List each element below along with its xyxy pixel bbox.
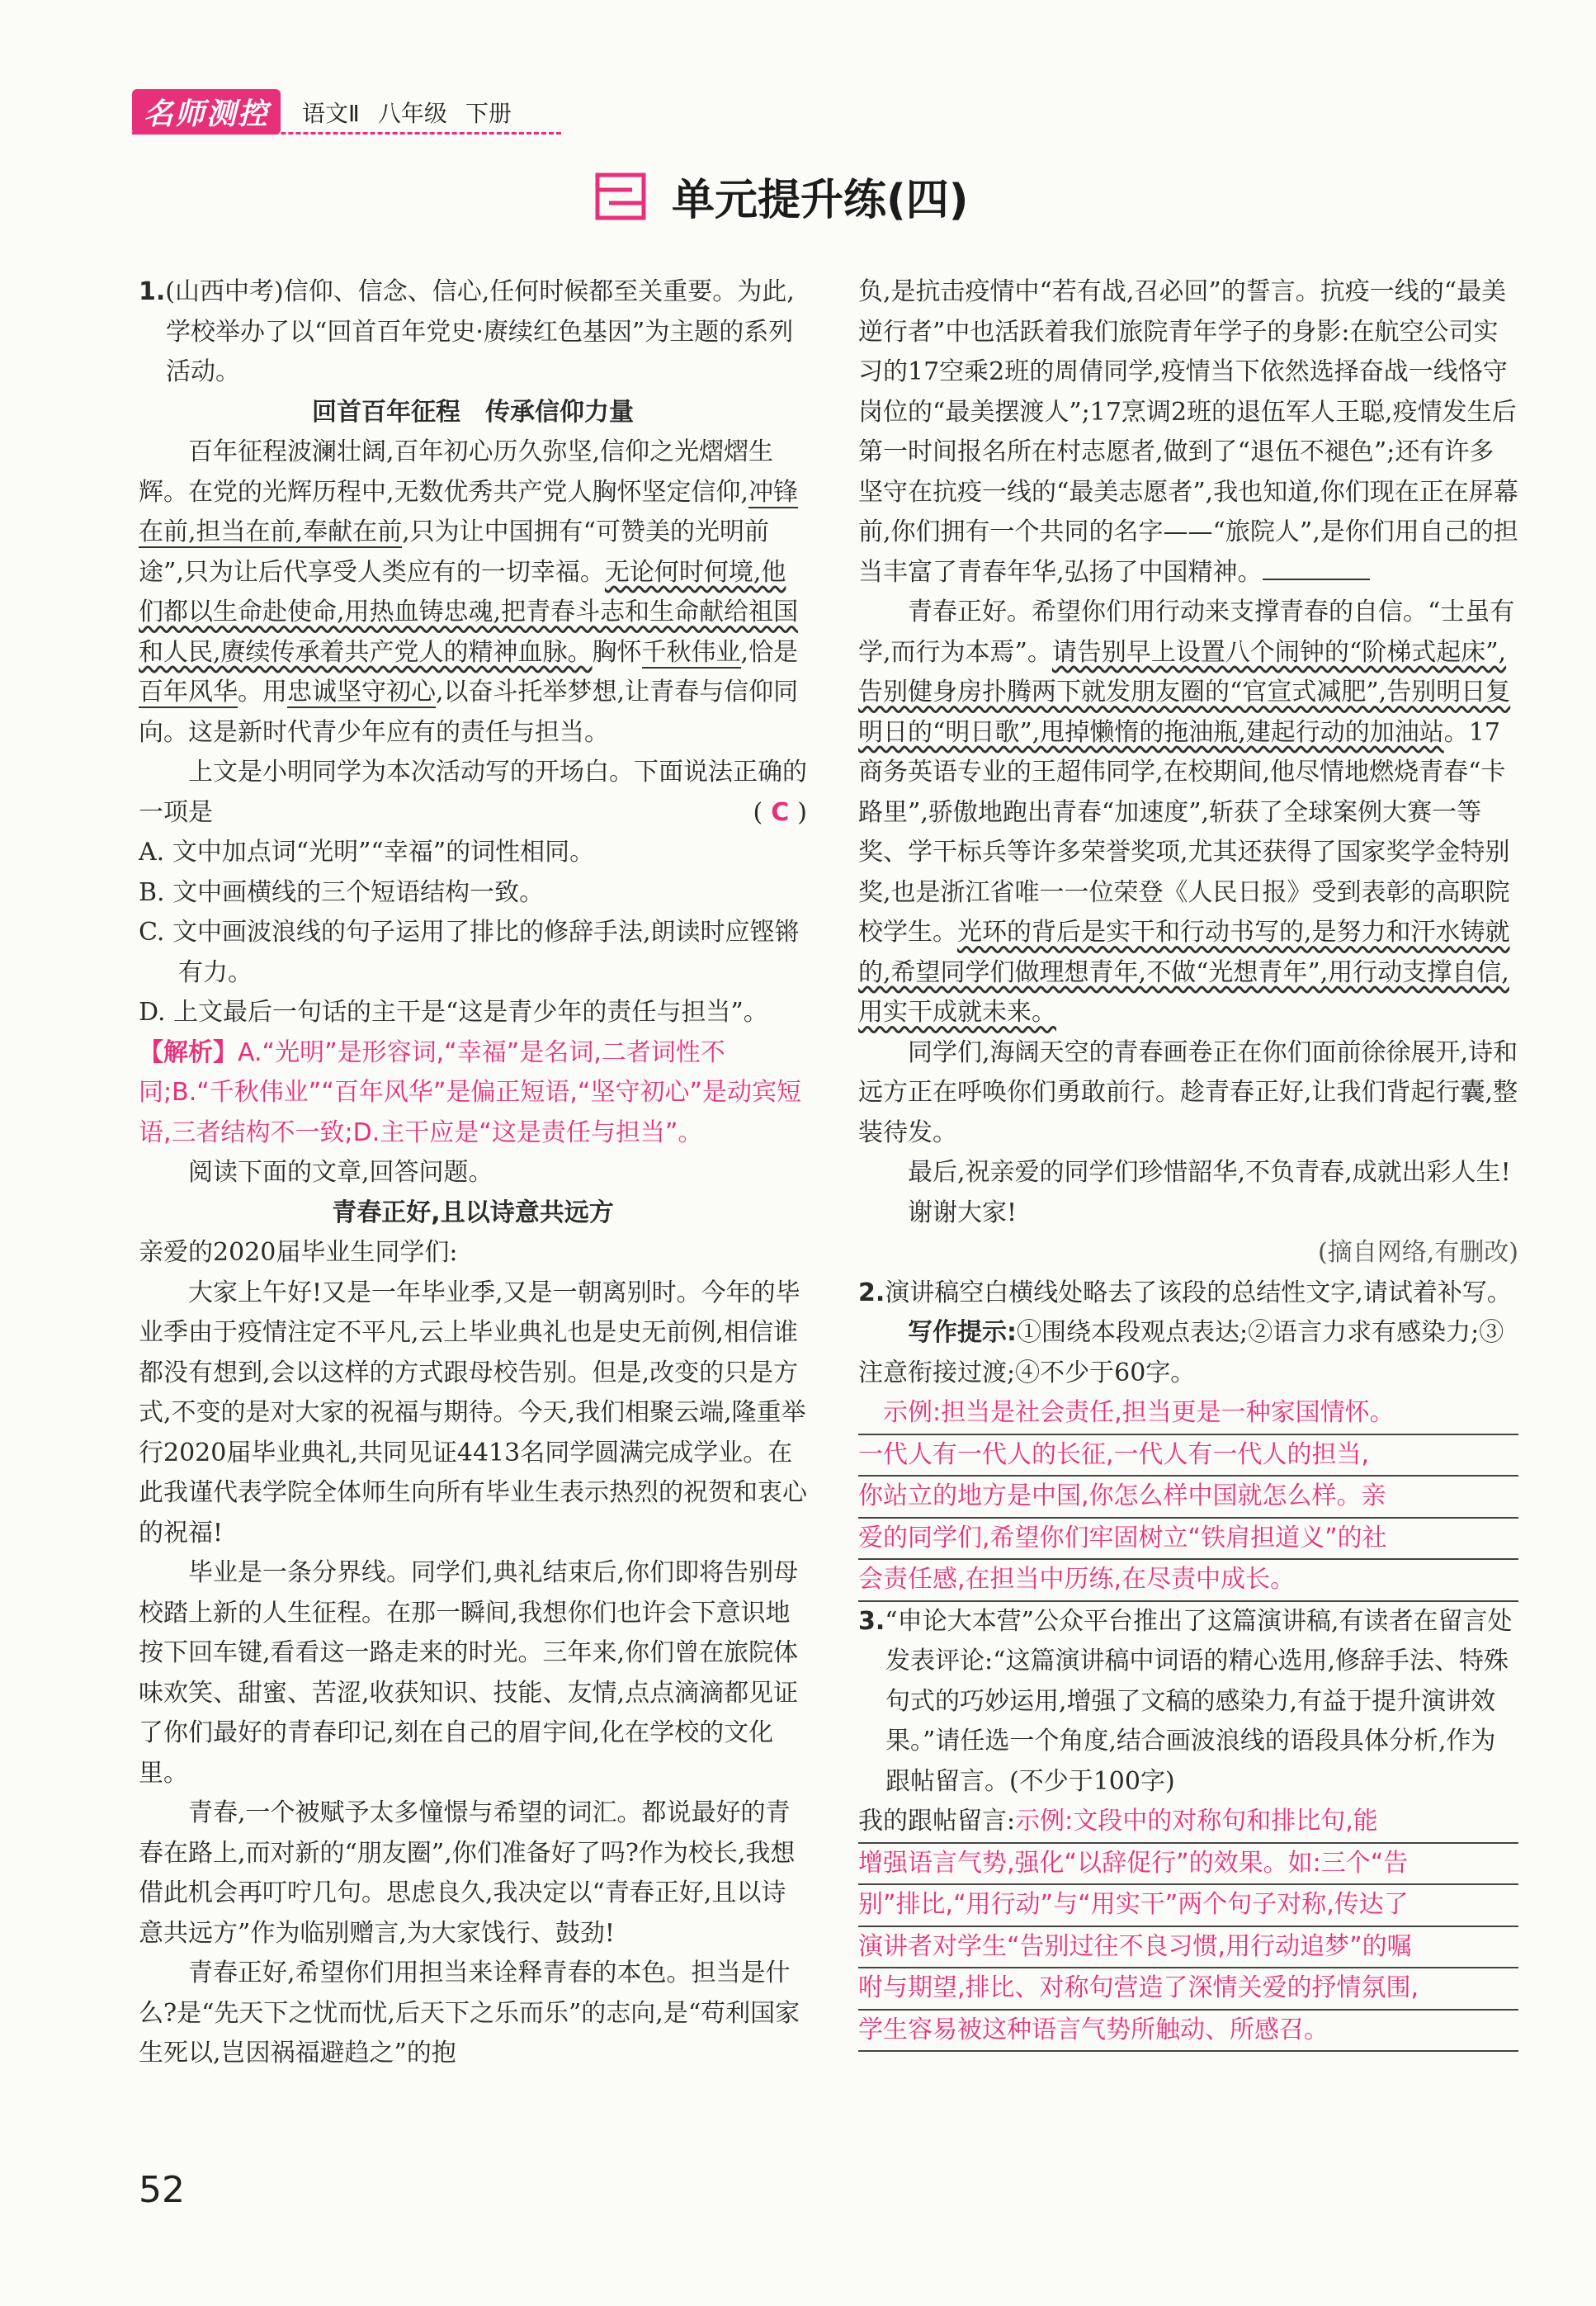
article-salutation: 亲爱的2020届毕业生同学们: bbox=[139, 1238, 458, 1267]
underlined-phrases: 冲锋在前,担当在前,奉献在前 bbox=[139, 477, 799, 546]
writing-tip: 写作提示:①围绕本段观点表达;②语言力求有感染力;③注意衔接过渡;④不少于60字。 bbox=[858, 1318, 1504, 1387]
grade: 八年级 bbox=[377, 99, 447, 127]
article-source: (摘自网络,有删改) bbox=[1318, 1238, 1518, 1267]
subject: 语文Ⅱ bbox=[302, 99, 360, 127]
book-info bbox=[302, 96, 512, 129]
article-paragraph: 同学们,海阔天空的青春画卷正在你们面前徐徐展开,诗和远方正在呼唤你们勇敢前行。趁青春正好,让我们背起行囊,整装待发。 bbox=[858, 1037, 1518, 1147]
article-closing: 谢谢大家! bbox=[908, 1198, 1018, 1227]
answer-line: 爱的同学们,希望你们牢固树立“铁肩担道义”的社 bbox=[858, 1519, 1518, 1561]
passage-1-title: 回首百年征程 传承信仰力量 bbox=[312, 397, 634, 427]
unit-title bbox=[594, 165, 969, 227]
answer-line: 增强语言气势,强化“以辞促行”的效果。如:三个“告 bbox=[858, 1844, 1518, 1886]
answer-line: 咐与期望,排比、对称句营造了深情关爱的抒情氛围, bbox=[858, 1968, 1518, 2011]
answer-line: 会责任感,在担当中历练,在尽责中成长。 bbox=[858, 1560, 1518, 1602]
answer-line: 你站立的地方是中国,你怎么样中国就怎么样。亲 bbox=[858, 1477, 1518, 1519]
answer-line: 一代人有一代人的长征,一代人有一代人的担当, bbox=[858, 1435, 1518, 1477]
question-3-stem: 3.“申论大本营”公众平台推出了这篇演讲稿,有读者在留言处发表评论:“这篇演讲稿中词语的精心选用,修辞手法、特殊句式的巧妙运用,增强了文稿的感染力,有益于提升演讲效果。”请任选一个角度,结合画波浪线的语段具体分析,作为跟帖留言。(不少于100字) bbox=[858, 1606, 1513, 1796]
answer-line: 学生容易被这种语言气势所触动、所感召。 bbox=[858, 2011, 1518, 2053]
article-paragraph: 大家上午好!又是一年毕业季,又是一朝离别时。今年的毕业季由于疫情注定不平凡,云上毕业典礼也是史无前例,相信谁都没有想到,会以这样的方式跟母校告别。但是,改变的只是方式,不变的是对大家的祝福与期待。今天,我们相聚云端,隆重举行2020届毕业典礼,共同见证4413名同学圆满完成学业。在此我谨代表学院全体师生向所有毕业生表示热烈的祝贺和衷心的祝福! bbox=[139, 1278, 807, 1548]
header-divider bbox=[132, 132, 561, 135]
volume: 下册 bbox=[465, 99, 512, 127]
wavy-passage-2: 光环的背后是实干和行动书写的,是努力和汗水铸就的,希望同学们做理想青年,不做“光想青年”,用行动支撑自信,用实干成就未来。 bbox=[858, 918, 1510, 1027]
article-paragraph: 最后,祝亲爱的同学们珍惜韶华,不负青春,成就出彩人生! bbox=[908, 1158, 1511, 1187]
wavy-sentence: 无论何时何境,他们都以生命赴使命,用热血铸忠魂,把青春斗志和生命献给祖国和人民,赓续传承着共产党人的精神血脉。 bbox=[139, 557, 799, 667]
answer-line: 我的跟帖留言:示例:文段中的对称句和排比句,能 bbox=[858, 1802, 1518, 1844]
article-paragraph: 负,是抗击疫情中“若有战,召必回”的誓言。抗疫一线的“最美逆行者”中也活跃着我们旅院青年学子的身影:在航空公司实习的17空乘2班的周倩同学,疫情当下依然选择奋战一线恪守岗位的“最美摆渡人”;17烹调2班的退伍军人王聪,疫情发生后第一时间报名所在村志愿者,做到了“退伍不褪色”;还有许多坚守在抗疫一线的“最美志愿者”,我也知道,你们现在正在屏幕前,你们拥有一个共同的名字——“旅院人”,是你们用自己的担当丰富了青春年华,弘扬了中国精神。 bbox=[858, 277, 1518, 587]
option-d: D. 上文最后一句话的主干是“这是青少年的责任与担当”。 bbox=[139, 998, 768, 1027]
option-c: C. 文中画波浪线的句子运用了排比的修辞手法,朗读时应铿锵有力。 bbox=[139, 918, 800, 987]
brand-logo: 名师测控 bbox=[132, 89, 281, 135]
article-paragraph: 青春正好,希望你们用担当来诠释青春的本色。担当是什么?是“先天下之忧而忧,后天下之乐而乐”的志向,是“苟利国家生死以,岂因祸福避趋之”的抱 bbox=[139, 1959, 800, 2067]
blank-line bbox=[1263, 554, 1370, 580]
article-paragraph: 青春,一个被赋予太多憧憬与希望的词汇。都说最好的青春在路上,而对新的“朋友圈”,你们准备好了吗?作为校长,我想借此机会再叮咛几句。思虑良久,我决定以“青春正好,且以诗意共远方”作为临别赠言,为大家饯行、鼓劲! bbox=[139, 1798, 796, 1948]
right-column bbox=[858, 272, 1518, 2052]
page-header bbox=[132, 89, 512, 135]
passage-1-paragraph: 百年征程波澜壮阔,百年初心历久弥坚,信仰之光熠熠生辉。在党的光辉历程中,无数优秀共产党人胸怀坚定信仰,冲锋在前,担当在前,奉献在前,只为让中国拥有“可赞美的光明前途”,只为让后代享受人类应有的一切幸福。无论何时何境,他们都以生命赴使命,用热血铸忠魂,把青春斗志和生命献给祖国和人民,赓续传承着共产党人的精神血脉。胸怀千秋伟业,恰是百年风华。用忠诚坚守初心,以奋斗托举梦想,让青春与信仰同向。这是新时代青少年应有的责任与担当。 bbox=[139, 437, 799, 747]
reading-intro: 阅读下面的文章,回答问题。 bbox=[188, 1158, 493, 1187]
reply-label: 我的跟帖留言: bbox=[858, 1807, 1016, 1836]
answer-line: 别”排比,“用行动”与“用实干”两个句子对称,传达了 bbox=[858, 1885, 1518, 1927]
question-1-stem: 1.(山西中考)信仰、信念、信心,任何时候都至关重要。为此,学校举办了以“回首百年党史·赓续红色基因”为主题的系列活动。 bbox=[139, 277, 795, 386]
wavy-passage-1: 请告别早上设置八个闹钟的“阶梯式起床”,告别健身房扑腾两下就发朋友圈的“官宣式减肥”,告别明日复明日的“明日歌”,甩掉懒惰的拖油瓶,建起行动的加油站 bbox=[858, 637, 1511, 747]
analysis: 【解析】A.“光明”是形容词,“幸福”是名词,二者词性不同;B.“千秋伟业”“百年风华”是偏正短语,“坚守初心”是动宾短语,三者结构不一致;D.主干应是“这是责任与担当”。 bbox=[139, 1037, 802, 1147]
answer-line: 演讲者对学生“告别过往不良习惯,用行动追梦”的嘱 bbox=[858, 1927, 1518, 1969]
option-a: A. 文中加点词“光明”“幸福”的词性相同。 bbox=[139, 838, 595, 867]
question-3-answer bbox=[858, 1802, 1518, 2052]
unit-title-text: 单元提升练(四) bbox=[672, 176, 969, 225]
article-paragraph: 毕业是一条分界线。同学们,典礼结束后,你们即将告别母校踏上新的人生征程。在那一瞬间,我想你们也许会下意识地按下回车键,看看这一路走来的时光。三年来,你们曾在旅院体味欢笑、甜蜜、苦涩,收获知识、技能、友情,点点滴滴都见证了你们最好的青春印记,刻在自己的眉宇间,化在学校的文化里。 bbox=[139, 1558, 799, 1788]
answer-line: 示例:担当是社会责任,担当更是一种家国情怀。 bbox=[858, 1393, 1518, 1435]
question-2-answer bbox=[858, 1393, 1518, 1602]
answer-letter: C bbox=[771, 797, 790, 827]
question-1-prompt: 上文是小明同学为本次活动写的开场白。下面说法正确的一项是 ( C ) bbox=[139, 753, 807, 833]
underlined-phrase-4: 忠诚坚守初心 bbox=[287, 678, 436, 706]
underlined-phrase-2: 千秋伟业 bbox=[641, 637, 741, 667]
left-column bbox=[139, 272, 807, 2074]
answer-bracket: ( C ) bbox=[753, 797, 807, 827]
question-2-stem: 2.演讲稿空白横线处略去了该段的总结性文字,请试着补写。 bbox=[858, 1278, 1512, 1307]
article-title: 青春正好,且以诗意共远方 bbox=[332, 1198, 614, 1227]
article-paragraph: 青春正好。希望你们用行动来支撑青春的自信。“士虽有学,而行为本焉”。请告别早上设置八个闹钟的“阶梯式起床”,告别健身房扑腾两下就发朋友圈的“官宣式减肥”,告别明日复明日的“明日歌”,甩掉懒惰的拖油瓶,建起行动的加油站。17商务英语专业的王超伟同学,在校期间,他尽情地燃烧青春“卡路里”,骄傲地跑出青春“加速度”,斩获了全球案例大赛一等奖、学干标兵等许多荣誉奖项,尤其还获得了国家奖学金特别奖,也是浙江省唯一一位荣登《人民日报》受到表彰的高职院校学生。光环的背后是实干和行动书写的,是努力和汗水铸就的,希望同学们做理想青年,不做“光想青年”,用行动支撑自信,用实干成就未来。 bbox=[858, 598, 1515, 1027]
section-mark-icon bbox=[594, 170, 647, 223]
underlined-phrase-3: 百年风华 bbox=[139, 678, 238, 706]
option-b: B. 文中画横线的三个短语结构一致。 bbox=[139, 877, 545, 907]
page-number: 52 bbox=[139, 2169, 185, 2211]
